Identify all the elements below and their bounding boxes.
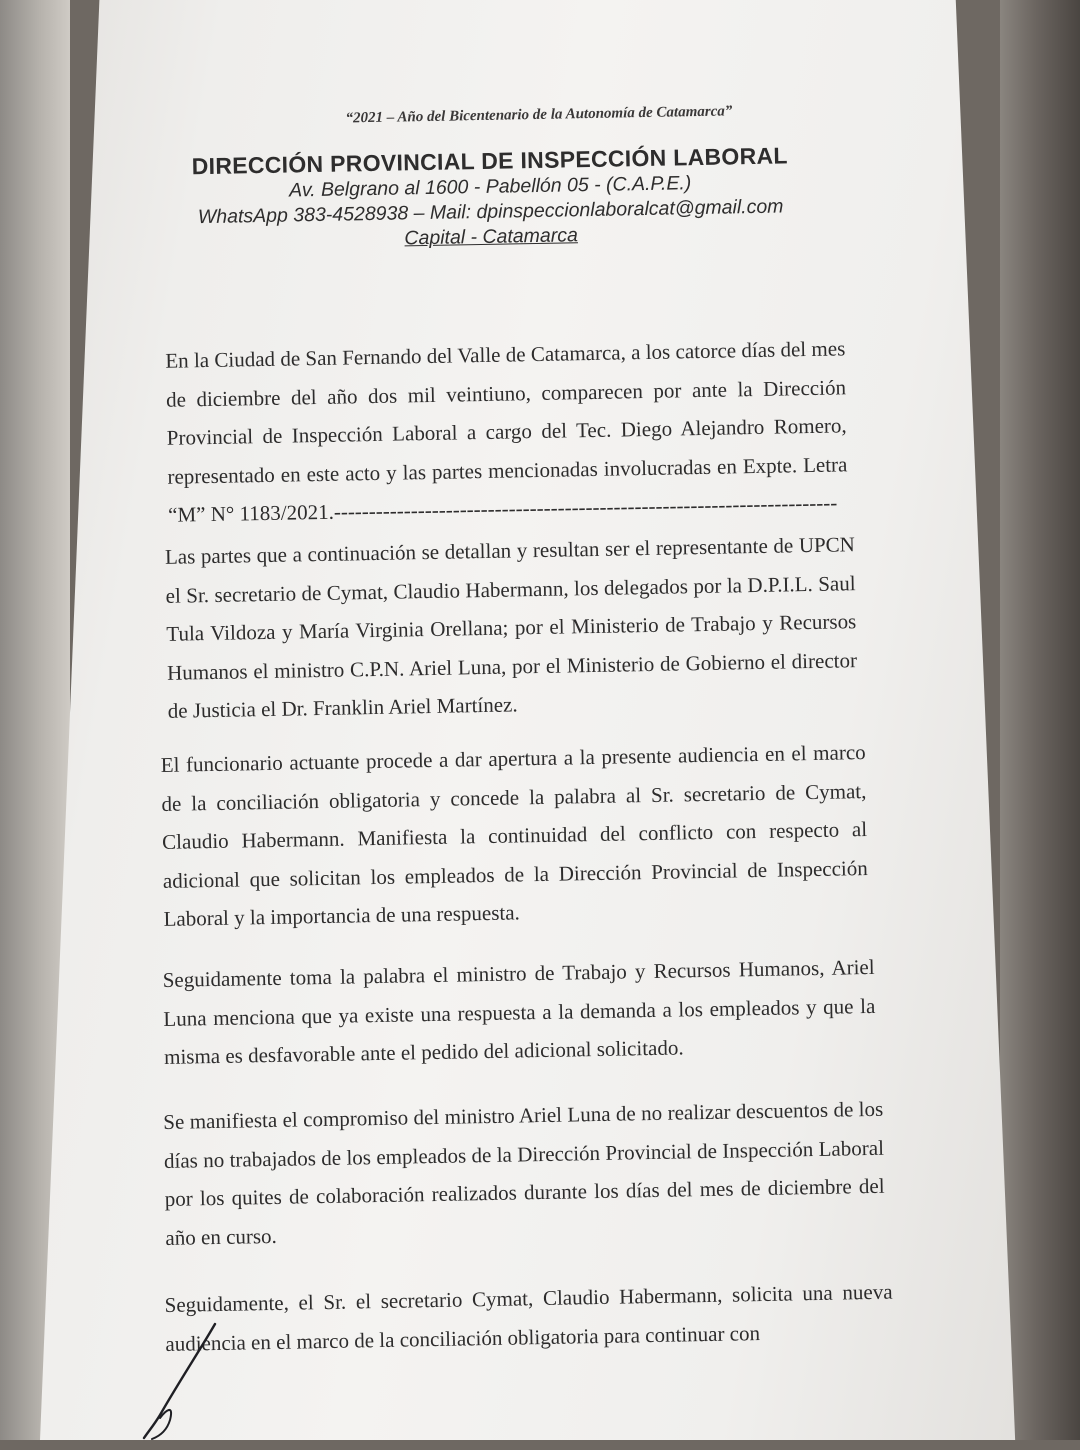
paragraph-opening: En la Ciudad de San Fernando del Valle de Catamarca, a los catorce días del mes de diciembre del año dos mil veintiuno, comparecen por ante la Dirección Provincial de Inspección Laboral a cargo del Tec. Diego Alejandro Romero, representado en este acto y las partes mencionadas involucradas en Expte. Letra “M” N° 1183/2021.------------------------------------------------------------------------	[165, 336, 848, 527]
organization-contact: WhatsApp 383-4528938 – Mail: dpinspeccionlaboralcat@gmail.com	[197, 195, 784, 229]
paragraph-opening-hearing: El funcionario actuante procede a dar apertura a la presente audiencia en el marco de la conciliación obligatoria y concede la palabra al Sr. secretario de Cymat, Claudio Habermann. Manifiesta la continuidad del conflicto con respecto al adicional que solicitan los empleados de la Dirección Provincial de Inspección Laboral y la importancia de una respuesta.	[160, 740, 868, 931]
paragraph-new-hearing: Seguidamente, el Sr. el secretario Cymat, Claudio Habermann, solicita una nueva audiencia en el marco de la conciliación obligatoria para continuar con	[164, 1279, 893, 1356]
document-motto: “2021 – Año del Bicentenario de la Autonomía de Catamarca”	[345, 103, 733, 127]
organization-title: DIRECCIÓN PROVINCIAL DE INSPECCIÓN LABORAL	[191, 142, 789, 180]
organization-address: Av. Belgrano al 1600 - Pabellón 05 - (C.A.P.E.)	[288, 172, 692, 202]
paragraph-parties: Las partes que a continuación se detallan y resultan ser el representante de UPCN el Sr. secretario de Cymat, Claudio Habermann, los delegados por la D.P.I.L. Saul Tula Vildoza y María Virginia Orellana; por el Ministerio de Trabajo y Recursos Humanos el ministro C.P.N. Ariel Luna, por el Ministerio de Gobierno el director de Justicia el Dr. Franklin Ariel Martínez.	[164, 532, 858, 723]
organization-city: Capital - Catamarca	[404, 224, 579, 250]
letterhead	[160, 141, 822, 256]
paragraph-commitment: Se manifiesta el compromiso del ministro Ariel Luna de no realizar descuentos de los días no trabajados de los empleados de la Dirección Provincial de Inspección Laboral por los quites de colaboración realizados durante los días del mes de diciembre del año en curso.	[163, 1096, 885, 1250]
paragraph-minister-response: Seguidamente toma la palabra el ministro de Trabajo y Recursos Humanos, Ariel Luna menciona que ya existe una respuesta a la demanda a los empleados y que la misma es desfavorable ante el pedido del adicional solicitado.	[162, 954, 876, 1069]
handwritten-signature	[130, 1320, 240, 1440]
